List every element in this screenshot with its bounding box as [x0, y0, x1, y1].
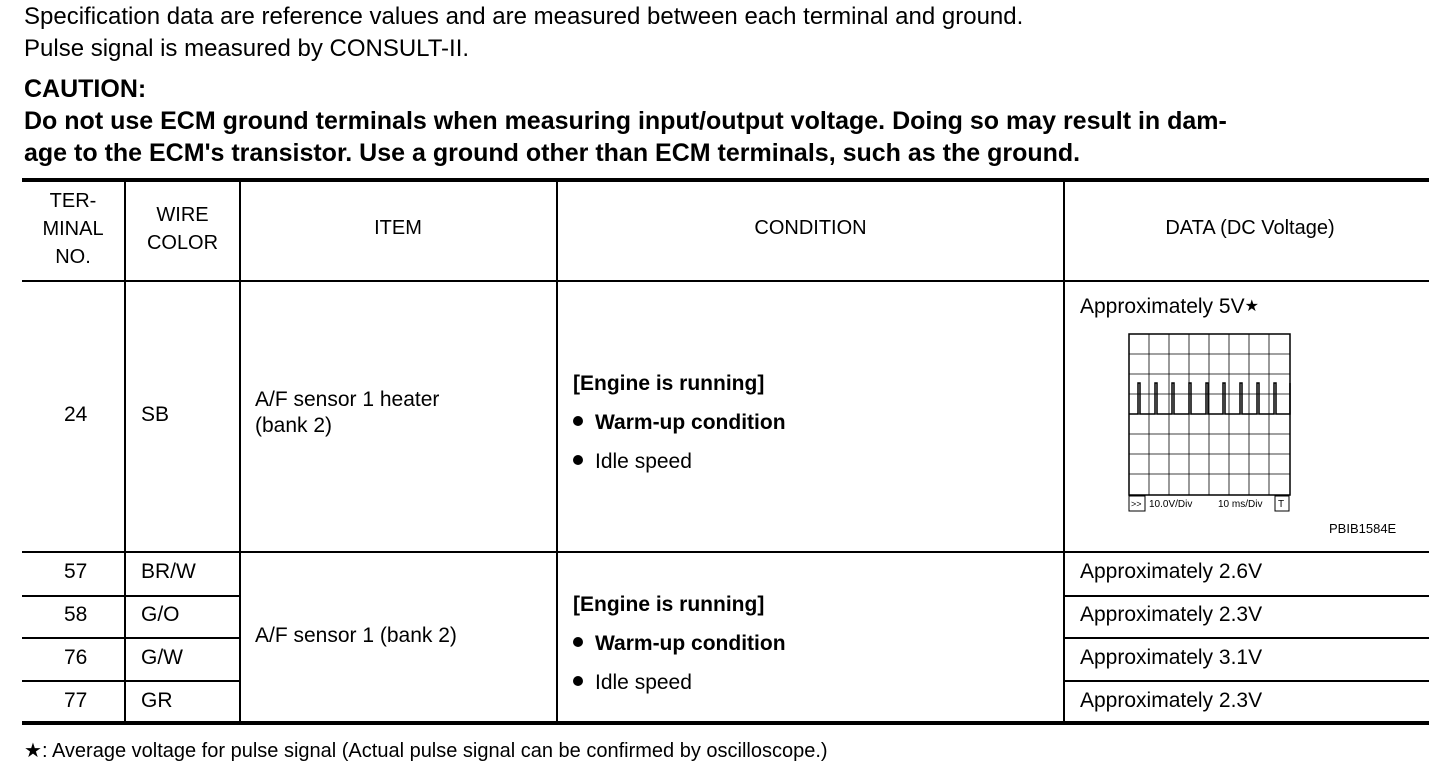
bullet-icon — [573, 637, 583, 647]
group2-condition-bullet-2-text: Idle speed — [595, 671, 692, 694]
row-divider-57 — [22, 595, 240, 597]
caution-heading: CAUTION: — [24, 75, 147, 103]
row1-terminal: 24 — [64, 403, 88, 426]
row-divider-58-data — [1064, 637, 1429, 639]
row1-item-line-1: A/F sensor 1 heater — [255, 388, 440, 411]
row-76-wire-color: G/W — [141, 646, 183, 669]
footnote — [24, 738, 828, 764]
group2-item: A/F sensor 1 (bank 2) — [255, 624, 457, 647]
header-terminal-line-1: TER- — [49, 190, 97, 212]
row1-condition — [573, 364, 786, 481]
scope-mark: >> — [1131, 499, 1142, 509]
group2-condition-bullet-1-text: Warm-up condition — [595, 632, 786, 655]
col-divider-2 — [239, 180, 241, 723]
bullet-icon — [573, 416, 583, 426]
row1-data-text: Approximately 5V — [1080, 295, 1245, 318]
row-57-terminal: 57 — [64, 560, 88, 583]
header-terminal-line-2: MINAL — [42, 218, 104, 240]
caution-line-2: age to the ECM's transistor. Use a ground other than ECM terminals, such as the ground. — [24, 139, 1081, 167]
row1-condition-heading: [Engine is running] — [573, 372, 765, 395]
col-divider-3 — [556, 180, 558, 723]
header-wire-color — [125, 201, 240, 257]
row1-condition-bullet-1-text: Warm-up condition — [595, 411, 786, 434]
intro-line-1: Specification data are reference values and are measured between each terminal and ground. — [24, 3, 1024, 30]
group2-condition-bullet-1 — [573, 624, 786, 663]
oscilloscope-waveform — [1128, 333, 1291, 513]
row-57-data: Approximately 2.6V — [1080, 560, 1263, 583]
row-58-terminal: 58 — [64, 603, 88, 626]
figure-code: PBIB1584E — [1329, 521, 1397, 536]
header-data: DATA (DC Voltage) — [1165, 217, 1335, 239]
group2-condition — [573, 585, 786, 702]
row1-bottom-border — [22, 551, 1429, 553]
intro-line-2: Pulse signal is measured by CONSULT-II. — [24, 35, 470, 62]
table-top-border — [22, 178, 1429, 182]
row1-condition-bullet-1 — [573, 403, 786, 442]
scope-time-div: 10 ms/Div — [1218, 499, 1263, 510]
col-divider-4 — [1063, 180, 1065, 723]
row-77-data: Approximately 2.3V — [1080, 689, 1263, 712]
caution-line-1: Do not use ECM ground terminals when measuring input/output voltage. Doing so may result in dam- — [24, 107, 1227, 135]
row-76-terminal: 76 — [64, 646, 88, 669]
bullet-icon — [573, 455, 583, 465]
bullet-icon — [573, 676, 583, 686]
row-58-wire-color: G/O — [141, 603, 180, 626]
row-58-data: Approximately 2.3V — [1080, 603, 1263, 626]
col-divider-1 — [124, 180, 126, 723]
row1-condition-bullet-2 — [573, 442, 786, 481]
row-77-terminal: 77 — [64, 689, 88, 712]
row-divider-76 — [22, 680, 240, 682]
row1-wire-color: SB — [141, 403, 170, 426]
row-77-wire-color: GR — [141, 689, 173, 712]
header-terminal-line-3: NO. — [55, 246, 91, 268]
row1-data — [1080, 294, 1259, 320]
star-icon: ★ — [1244, 298, 1259, 315]
header-wire-line-2: COLOR — [146, 232, 219, 254]
footnote-text: : Average voltage for pulse signal (Actual pulse signal can be confirmed by oscilloscope.) — [41, 740, 828, 762]
row-57-wire-color: BR/W — [141, 560, 196, 583]
group2-condition-heading: [Engine is running] — [573, 593, 765, 616]
row-divider-57-data — [1064, 595, 1429, 597]
row-divider-58 — [22, 637, 240, 639]
header-item: ITEM — [374, 217, 422, 239]
row-76-data: Approximately 3.1V — [1080, 646, 1263, 669]
scope-volt-div: 10.0V/Div — [1149, 499, 1193, 510]
scope-trig: T — [1278, 499, 1285, 510]
header-bottom-border — [22, 280, 1429, 282]
row1-item — [255, 387, 439, 439]
table-bottom-border — [22, 721, 1429, 725]
header-terminal — [22, 187, 124, 271]
row1-condition-bullet-2-text: Idle speed — [595, 450, 692, 473]
group2-condition-bullet-2 — [573, 663, 786, 702]
header-condition: CONDITION — [754, 217, 867, 239]
row1-item-line-2: (bank 2) — [255, 414, 333, 437]
star-icon: ★ — [24, 740, 42, 762]
header-wire-line-1: WIRE — [156, 204, 209, 226]
row-divider-76-data — [1064, 680, 1429, 682]
